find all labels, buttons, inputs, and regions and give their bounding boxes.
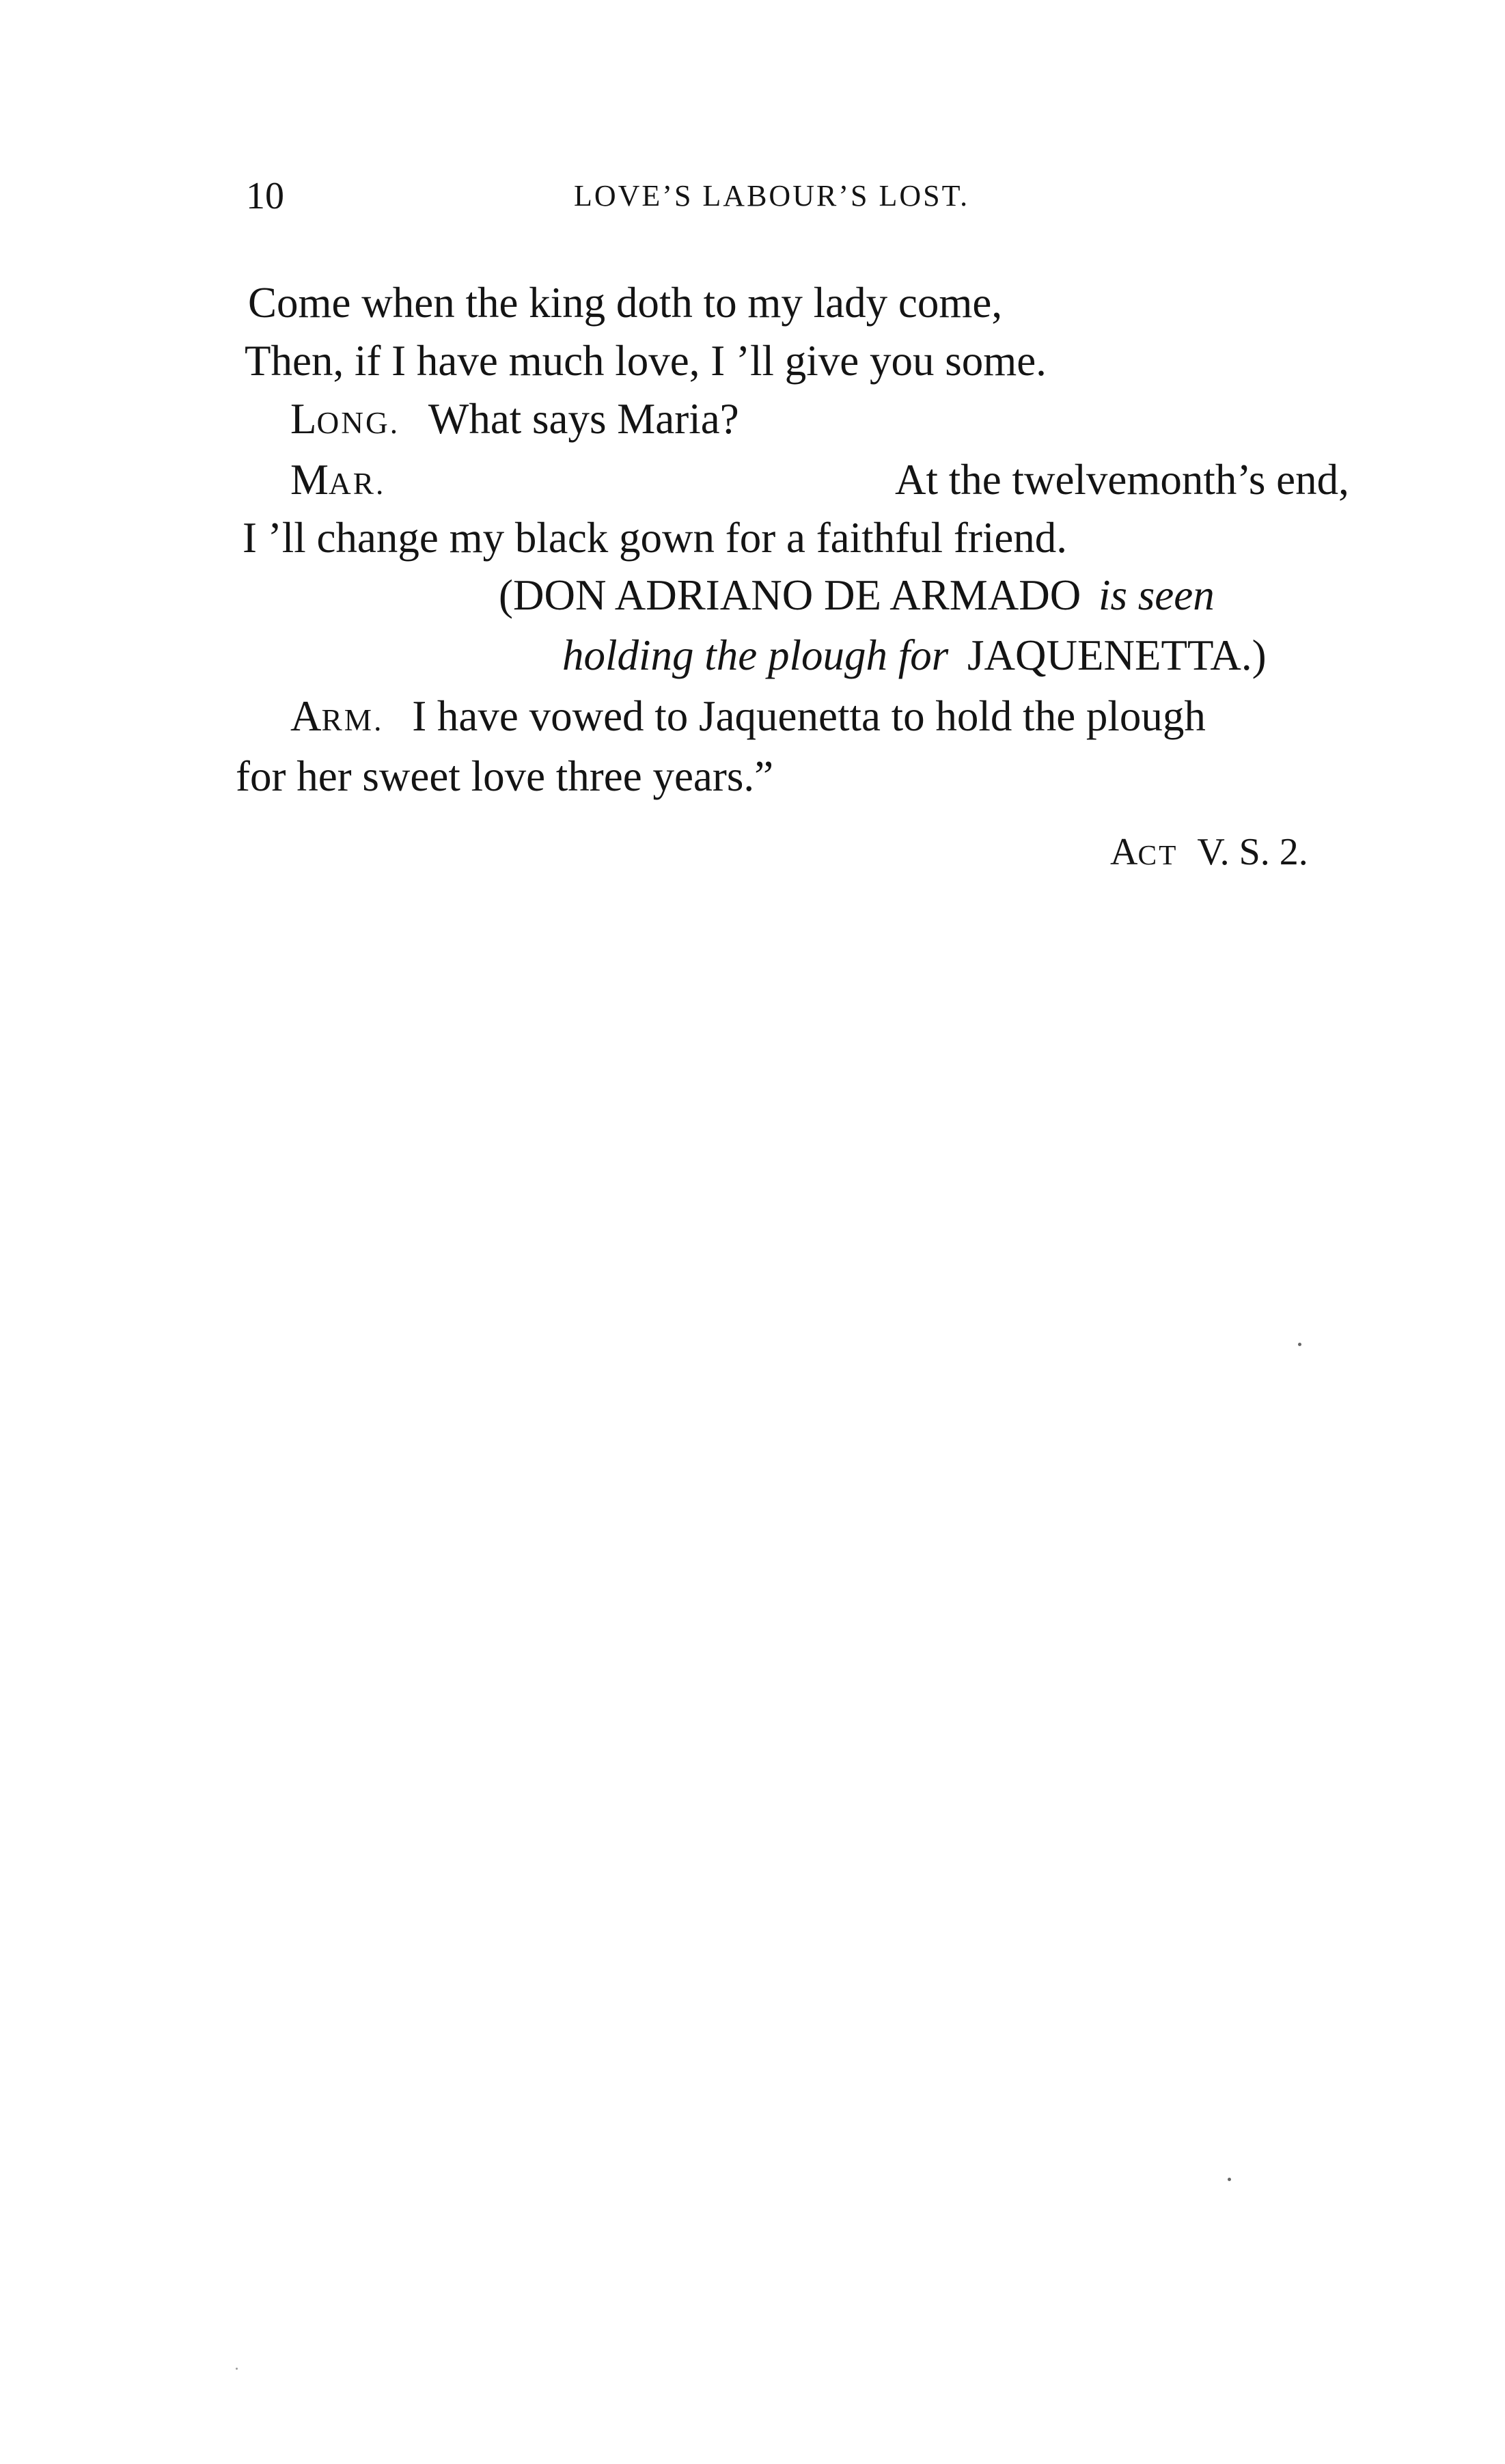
speaker-name: M: [290, 456, 329, 504]
speech-longaville: [290, 395, 739, 443]
act-label-first: A: [1110, 831, 1138, 873]
stage-direction-names: (DON ADRIANO DE ARMADO: [499, 571, 1081, 619]
speaker-name-rest: RM.: [321, 703, 384, 737]
verse-line-1: Come when the king doth to my lady come,: [248, 279, 1003, 327]
speaker-name: L: [290, 395, 317, 443]
stage-direction-italic: holding the plough for: [562, 631, 949, 679]
speech-maria-text: At the twelvemonth’s end,: [895, 456, 1349, 504]
speech-text: What says Maria?: [428, 395, 739, 443]
speaker-name: A: [290, 692, 322, 740]
running-title: LOVE’S LABOUR’S LOST.: [574, 179, 970, 213]
paper-speck: [236, 2368, 238, 2370]
speech-text: I have vowed to Jaquenetta to hold the plough: [412, 692, 1206, 740]
stage-direction-line-2: [562, 631, 1267, 679]
page-header: [246, 174, 1407, 229]
verse-line-2: Then, if I have much love, I ’ll give you some.: [245, 337, 1047, 385]
verse-line-9: for her sweet love three years.”: [236, 752, 774, 800]
act-scene-reference: [1110, 830, 1308, 874]
paper-speck: [1298, 1343, 1301, 1346]
act-scene-numbers: V. S. 2.: [1197, 831, 1308, 873]
page-number: 10: [246, 175, 284, 217]
speech-maria-speaker: [290, 458, 385, 502]
act-label-rest: CT: [1137, 839, 1178, 871]
stage-direction-italic: is seen: [1099, 571, 1215, 619]
paper-speck: [1228, 2178, 1231, 2181]
stage-direction-name: JAQUENETTA.): [967, 631, 1267, 679]
stage-direction-line-1: [499, 571, 1215, 619]
verse-line-5: I ’ll change my black gown for a faithful friend.: [243, 514, 1068, 562]
speaker-name-rest: AR.: [329, 467, 386, 501]
speech-armado: [290, 692, 1206, 740]
speaker-name-rest: ONG.: [316, 406, 400, 440]
